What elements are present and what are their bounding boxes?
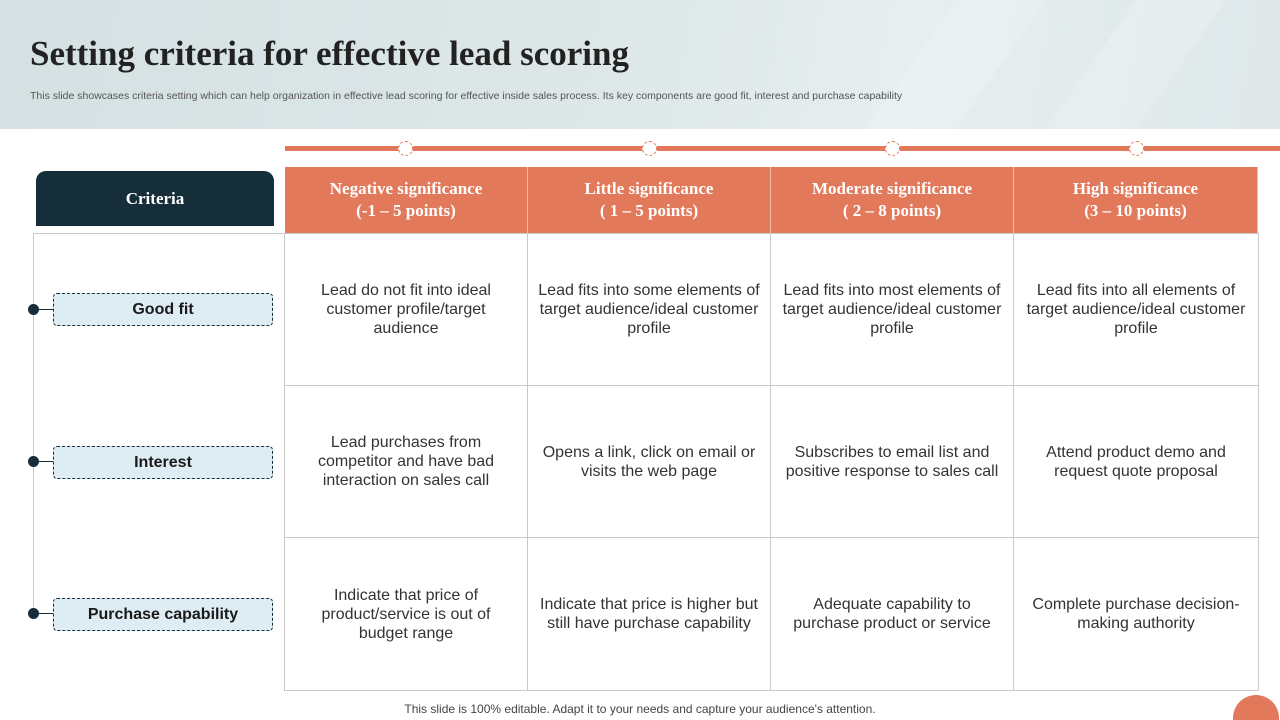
table-cell: Subscribes to email list and positive response to sales call	[771, 386, 1014, 538]
table-cell: Lead fits into all elements of target audience/ideal customer profile	[1014, 234, 1259, 386]
table-cell: Lead do not fit into ideal customer profile/target audience	[285, 234, 528, 386]
table-cell: Opens a link, click on email or visits the web page	[528, 386, 771, 538]
column-header-title: Negative significance	[329, 179, 483, 198]
bullet-connector	[39, 613, 54, 614]
table-cell: Complete purchase decision-making authority	[1014, 538, 1259, 691]
title-banner	[0, 0, 1280, 129]
column-header-title: Moderate significance	[811, 179, 973, 198]
row-label-interest: Interest	[53, 446, 273, 479]
table-cell: Attend product demo and request quote proposal	[1014, 386, 1259, 538]
table-cell: Indicate that price of product/service is out of budget range	[285, 538, 528, 691]
column-header-points: (3 – 10 points)	[1084, 201, 1187, 220]
bullet-connector	[39, 309, 54, 310]
criteria-frame-top	[33, 233, 285, 235]
bullet-dot	[28, 608, 39, 619]
timeline-marker	[642, 141, 657, 156]
row-label-good-fit: Good fit	[53, 293, 273, 326]
table-cell: Lead purchases from competitor and have bad interaction on sales call	[285, 386, 528, 538]
table-cell: Lead fits into some elements of target audience/ideal customer profile	[528, 234, 771, 386]
page-subtitle: This slide showcases criteria setting which can help organization in effective lead scoring for effective inside sales process. Its key components are good fit, interest and purchase capability	[30, 90, 903, 102]
corner-decoration	[1233, 695, 1279, 720]
criteria-header: Criteria	[36, 171, 274, 226]
criteria-connector-line	[33, 233, 34, 615]
timeline-marker	[398, 141, 413, 156]
timeline-marker	[885, 141, 900, 156]
column-header-title: Little significance	[584, 179, 714, 198]
bullet-connector	[39, 461, 54, 462]
banner-decoration	[996, 0, 1254, 129]
table-cell: Indicate that price is higher but still have purchase capability	[528, 538, 771, 691]
footer-note: This slide is 100% editable. Adapt it to your needs and capture your audience's attention.	[404, 702, 876, 716]
column-header-title: High significance	[1072, 179, 1199, 198]
row-label-purchase-capability: Purchase capability	[53, 598, 273, 631]
page-title: Setting criteria for effective lead scoring	[30, 34, 629, 73]
timeline-marker	[1129, 141, 1144, 156]
column-header-little	[528, 167, 771, 233]
column-header-negative	[285, 167, 528, 233]
column-header-points: (-1 – 5 points)	[356, 201, 456, 220]
bullet-dot	[28, 304, 39, 315]
bullet-dot	[28, 456, 39, 467]
column-header-high	[1014, 167, 1258, 233]
banner-decoration	[816, 0, 1074, 129]
table-cell: Lead fits into most elements of target audience/ideal customer profile	[771, 234, 1014, 386]
column-header-moderate	[771, 167, 1014, 233]
column-header-points: ( 2 – 8 points)	[842, 201, 942, 220]
table-cell: Adequate capability to purchase product or service	[771, 538, 1014, 691]
column-header-points: ( 1 – 5 points)	[599, 201, 699, 220]
